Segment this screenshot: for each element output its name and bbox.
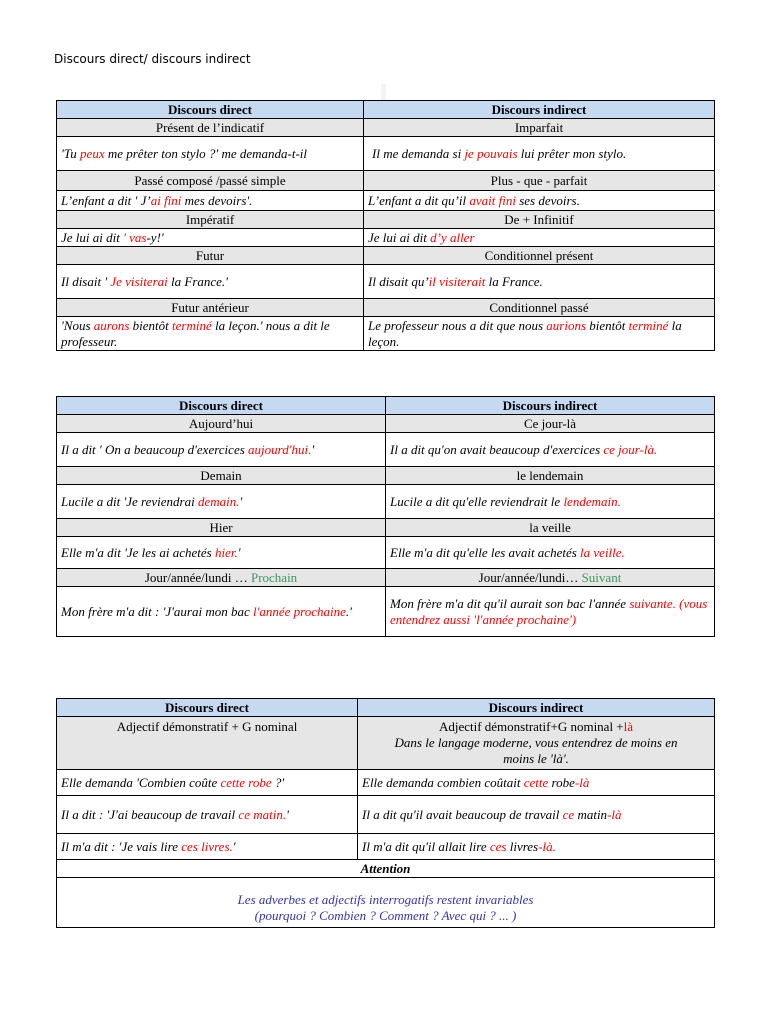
header-direct: Discours direct [57, 397, 386, 415]
example-indirect: Le professeur nous a dit que nous aurions bientôt terminé la leçon. [364, 317, 715, 351]
document-title: Discours direct/ discours indirect [54, 52, 251, 66]
example-direct: Je lui ai dit ' vas-y!' [57, 229, 364, 247]
rule-indirect: Jour/année/lundi… Suivant [386, 569, 715, 587]
example-indirect: Il a dit qu'il avait beaucoup de travail ce matin-là [358, 796, 715, 834]
example-direct: Elle demanda 'Combien coûte cette robe ?' [57, 770, 358, 796]
header-indirect: Discours indirect [358, 699, 715, 717]
header-indirect: Discours indirect [364, 101, 715, 119]
rule-direct: Impératif [57, 211, 364, 229]
example-direct: Il m'a dit : 'Je vais lire ces livres.' [57, 834, 358, 860]
example-direct: Elle m'a dit 'Je les ai achetés hier.' [57, 537, 386, 569]
example-indirect: Elle m'a dit qu'elle les avait achetés la veille. [386, 537, 715, 569]
header-direct: Discours direct [57, 699, 358, 717]
example-direct: 'Tu peux me prêter ton stylo ?' me demanda-t-il [57, 137, 364, 171]
example-indirect: Il a dit qu'on avait beaucoup d'exercices ce jour-là. [386, 433, 715, 467]
example-direct: L’enfant a dit ' J’ai fini mes devoirs'. [57, 191, 364, 211]
header-direct: Discours direct [57, 101, 364, 119]
rule-indirect: le lendemain [386, 467, 715, 485]
rule-indirect: la veille [386, 519, 715, 537]
rule-direct: Passé composé /passé simple [57, 171, 364, 191]
example-direct: Il disait ' Je visiterai la France.' [57, 265, 364, 299]
rule-indirect: Adjectif démonstratif+G nominal +là Dans le langage moderne, vous entendrez de moins en moins le 'là'. [358, 717, 715, 770]
rule-indirect: Ce jour-là [386, 415, 715, 433]
time-adverb-table [56, 396, 715, 637]
example-indirect: Il m'a dit qu'il allait lire ces livres-là. [358, 834, 715, 860]
rule-indirect: Imparfait [364, 119, 715, 137]
rule-indirect: Conditionnel présent [364, 247, 715, 265]
tense-table [56, 100, 715, 351]
rule-direct: Hier [57, 519, 386, 537]
example-direct: Lucile a dit 'Je reviendrai demain.' [57, 485, 386, 519]
rule-indirect: Conditionnel passé [364, 299, 715, 317]
rule-direct: Futur antérieur [57, 299, 364, 317]
rule-indirect: Plus - que - parfait [364, 171, 715, 191]
header-indirect: Discours indirect [386, 397, 715, 415]
rule-direct: Adjectif démonstratif + G nominal [57, 717, 358, 770]
rule-direct: Demain [57, 467, 386, 485]
example-direct: Il a dit ' On a beaucoup d'exercices aujourd'hui.' [57, 433, 386, 467]
example-direct: Il a dit : 'J'ai beaucoup de travail ce matin.' [57, 796, 358, 834]
rule-direct: Présent de l’indicatif [57, 119, 364, 137]
rule-indirect: De + Infinitif [364, 211, 715, 229]
cursor-mark [381, 84, 386, 100]
example-indirect: Mon frère m'a dit qu'il aurait son bac l'année suivante. (vous entendrez aussi 'l'année prochaine') [386, 587, 715, 637]
example-indirect: Il me demanda si je pouvais lui prêter mon stylo. [364, 137, 715, 171]
example-indirect: Il disait qu’il visiterait la France. [364, 265, 715, 299]
rule-direct: Futur [57, 247, 364, 265]
rule-direct: Jour/année/lundi … Prochain [57, 569, 386, 587]
rule-direct: Aujourd’hui [57, 415, 386, 433]
example-indirect: Lucile a dit qu'elle reviendrait le lendemain. [386, 485, 715, 519]
example-direct: 'Nous aurons bientôt terminé la leçon.' nous a dit le professeur. [57, 317, 364, 351]
demonstrative-table [56, 698, 715, 928]
example-indirect: Je lui ai dit d’y aller [364, 229, 715, 247]
example-direct: Mon frère m'a dit : 'J'aurai mon bac l'année prochaine.' [57, 587, 386, 637]
example-indirect: L’enfant a dit qu’il avait fini ses devoirs. [364, 191, 715, 211]
attention-note: Les adverbes et adjectifs interrogatifs restent invariables (pourquoi ? Combien ? Comment ? Avec qui ? ... ) [57, 878, 715, 928]
rule-note: Dans le langage moderne, vous entendrez de moins en moins le 'là'. [394, 735, 678, 766]
attention-heading: Attention [57, 860, 715, 878]
example-indirect: Elle demanda combien coûtait cette robe-là [358, 770, 715, 796]
